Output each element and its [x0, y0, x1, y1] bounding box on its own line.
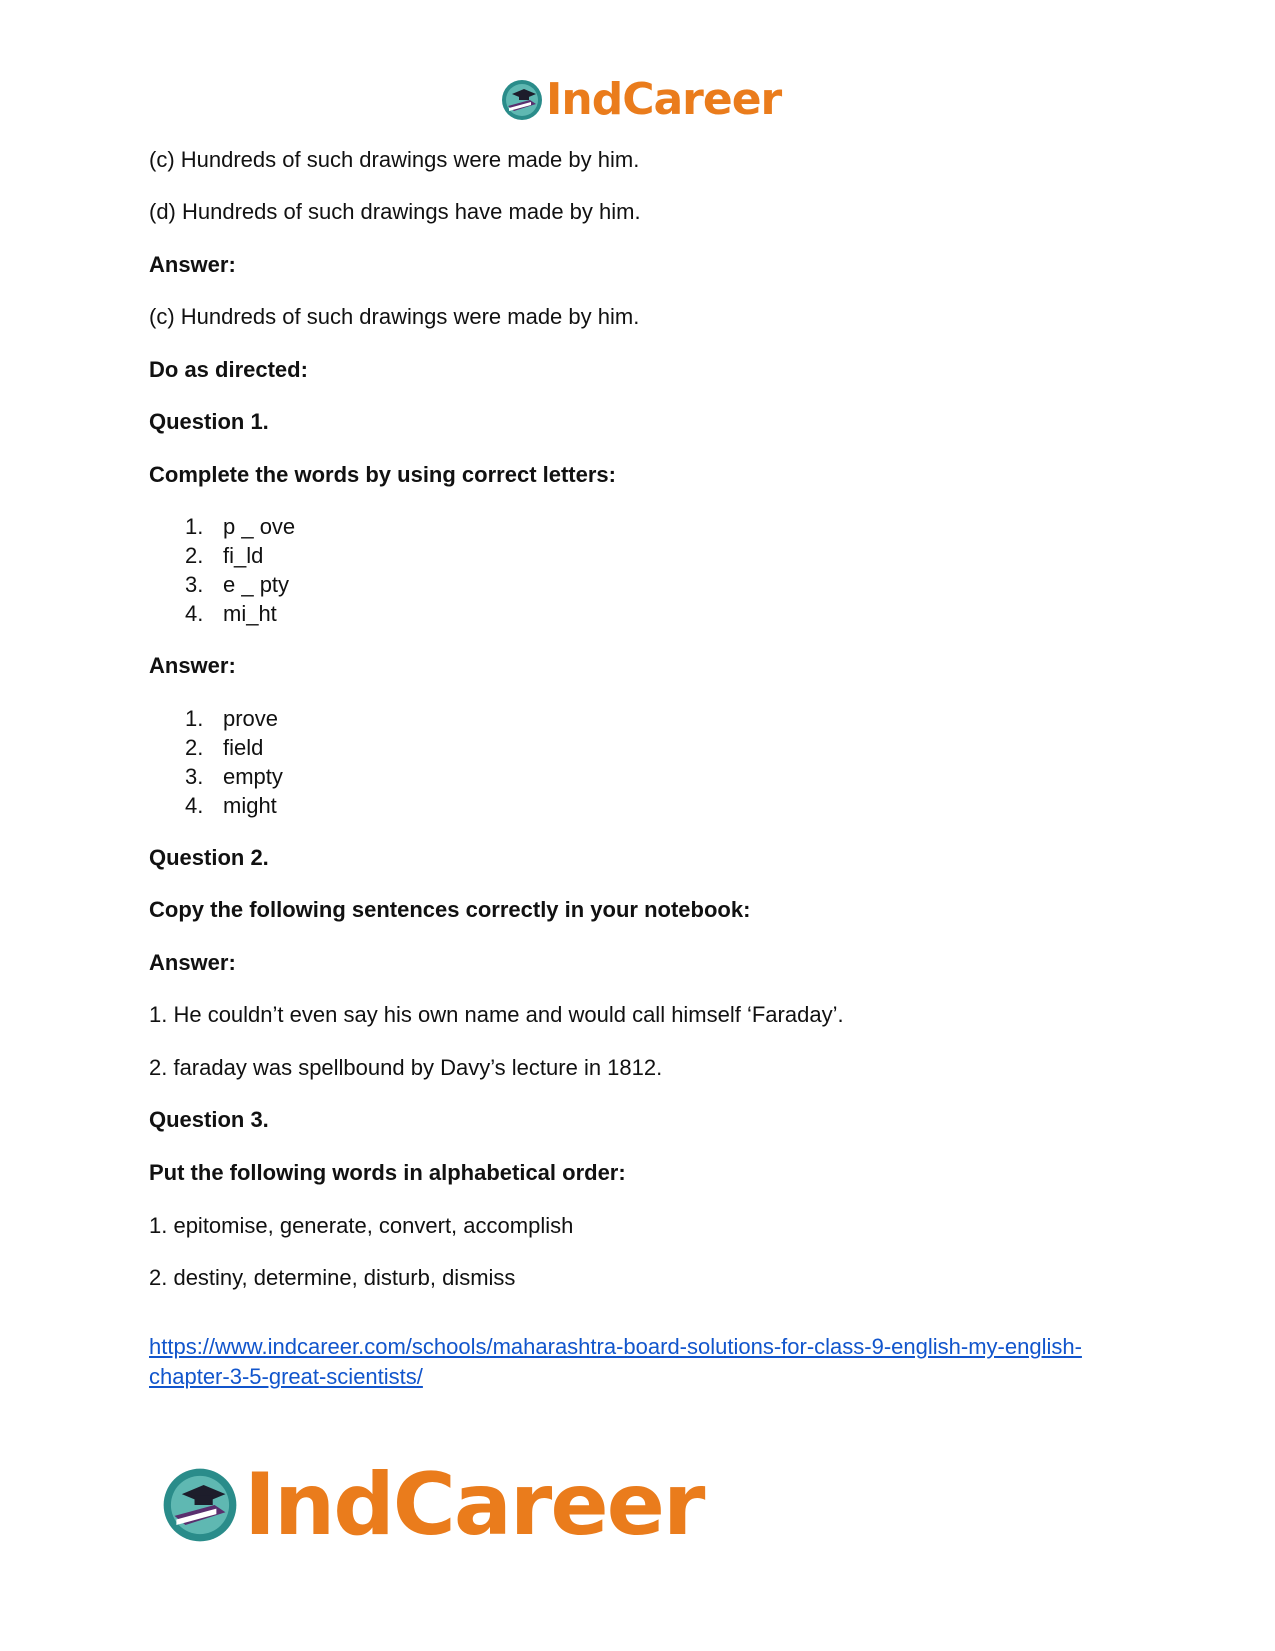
answer-label: Answer: — [149, 950, 236, 975]
answer-label: Answer: — [149, 252, 236, 277]
footer-logo — [160, 1455, 704, 1555]
list-item: 2. fi_ld — [185, 543, 264, 568]
question-prompt: Complete the words by using correct letters: — [149, 462, 616, 487]
question-item: 2. destiny, determine, disturb, dismiss — [149, 1265, 516, 1290]
question-prompt: Copy the following sentences correctly in your notebook: — [149, 897, 751, 922]
graduation-book-icon — [500, 78, 544, 122]
question-heading: Question 3. — [149, 1107, 269, 1132]
option-c: (c) Hundreds of such drawings were made by him. — [149, 147, 640, 172]
list-item: 3. e _ pty — [185, 572, 290, 597]
header-logo — [500, 74, 782, 125]
list-item-text: p _ ove — [223, 514, 296, 539]
question-heading: Question 1. — [149, 409, 269, 434]
list-item: 3. empty — [185, 764, 283, 789]
logo-text: IndCareer — [244, 1455, 704, 1555]
option-d: (d) Hundreds of such drawings have made by him. — [149, 199, 641, 224]
list-item: 4. might — [185, 793, 277, 818]
list-item-text: fi_ld — [223, 543, 264, 568]
list-item-text: mi_ht — [223, 601, 277, 626]
list-item-text: prove — [223, 706, 279, 731]
list-item: 2. field — [185, 735, 264, 760]
question-item: 1. epitomise, generate, convert, accomplish — [149, 1213, 574, 1238]
question-prompt: Put the following words in alphabetical order: — [149, 1160, 626, 1185]
list-item: 1. p _ ove — [185, 514, 296, 539]
list-item-text: e _ pty — [223, 572, 290, 597]
logo-text: IndCareer — [546, 74, 782, 125]
answer-label: Answer: — [149, 653, 236, 678]
graduation-book-icon — [160, 1465, 240, 1545]
list-item: 1. prove — [185, 706, 279, 731]
list-item-text: field — [223, 735, 264, 760]
list-item-text: empty — [223, 764, 283, 789]
answer-text: (c) Hundreds of such drawings were made by him. — [149, 304, 640, 329]
source-link[interactable]: https://www.indcareer.com/schools/maharashtra-board-solutions-for-class-9-english-my-english-chapter-3-5-great-scientists/ — [149, 1334, 1082, 1389]
list-item: 4. mi_ht — [185, 601, 277, 626]
list-item-text: might — [223, 793, 277, 818]
answer-sentence: 2. faraday was spellbound by Davy’s lecture in 1812. — [149, 1055, 663, 1080]
answer-sentence: 1. He couldn’t even say his own name and would call himself ‘Faraday’. — [149, 1002, 844, 1027]
section-heading: Do as directed: — [149, 357, 308, 382]
question-heading: Question 2. — [149, 845, 269, 870]
